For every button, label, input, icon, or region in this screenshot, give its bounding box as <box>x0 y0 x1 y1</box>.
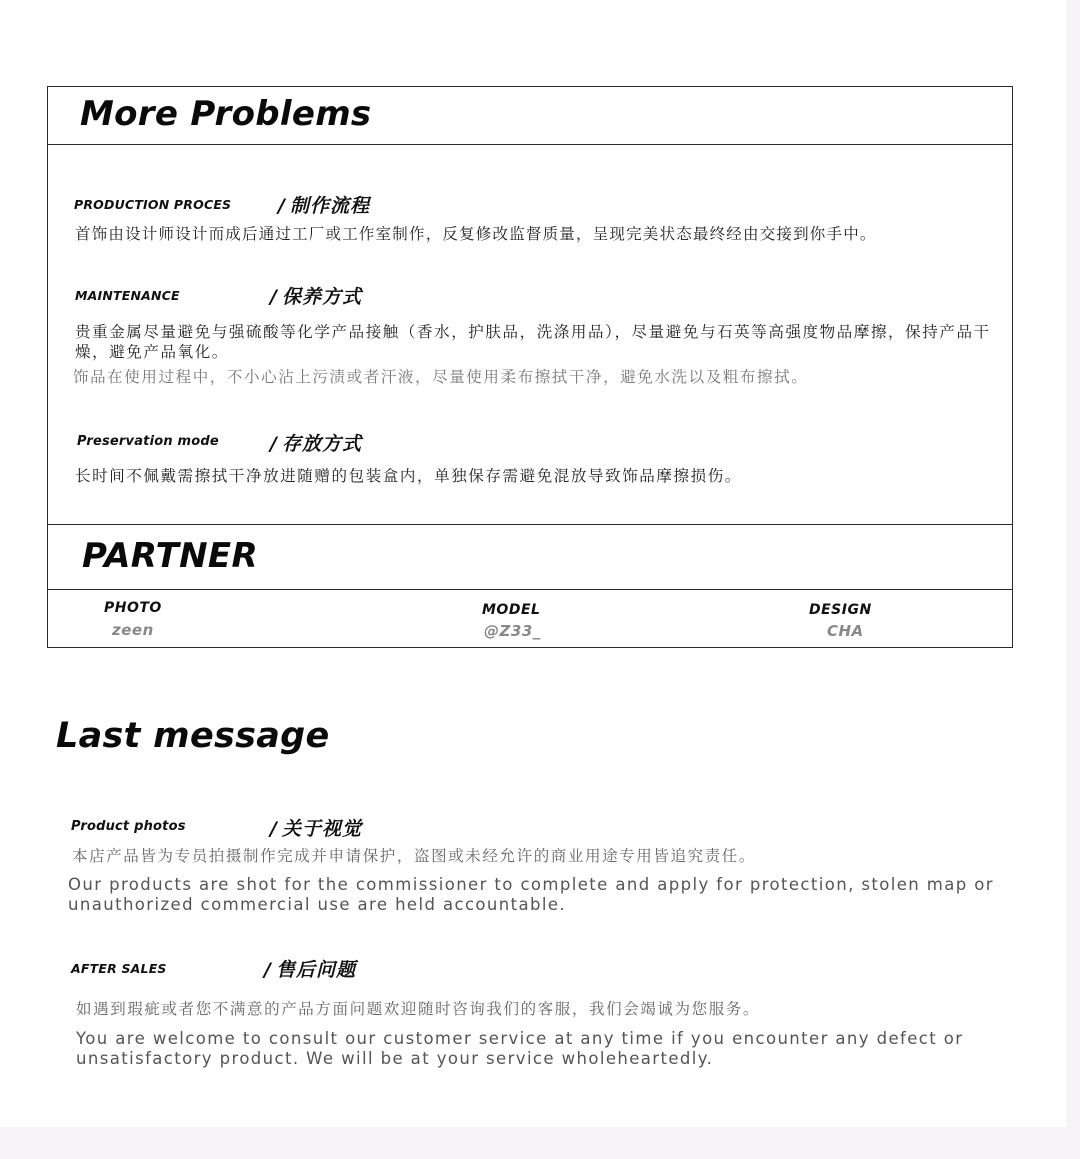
maintenance-cn-label: / 保养方式 <box>270 286 362 308</box>
maintenance-note: 饰品在使用过程中，不小心沾上污渍或者汗液，尽量使用柔布擦拭干净，避免水洗以及粗布擦拭。 <box>73 368 809 386</box>
partner-role-photo: PHOTO <box>104 600 162 616</box>
product-photos-cn-label: / 关于视觉 <box>270 818 362 840</box>
more-problems-box <box>47 86 1013 525</box>
partner-role-design: DESIGN <box>809 602 872 618</box>
after-sales-cn-text: 如遇到瑕疵或者您不满意的产品方面问题欢迎随时咨询我们的客服，我们会竭诚为您服务。 <box>76 1000 761 1018</box>
after-sales-cn-label: / 售后问题 <box>264 959 356 981</box>
production-en-label: PRODUCTION PROCES <box>74 197 232 212</box>
after-sales-en-text: You are welcome to consult our customer service at any time if you encounter any defect or unsatisfactory product. We will be at your service wholeheartedly. <box>76 1029 964 1068</box>
partner-name-photo: zeen <box>112 621 154 639</box>
divider <box>47 589 1013 590</box>
partner-role-model: MODEL <box>482 602 541 618</box>
product-photos-en-text: Our products are shot for the commissioner to complete and apply for protection, stolen map or unauthorized commercial use are held accountable. <box>68 875 994 914</box>
product-photos-cn-text: 本店产品皆为专员拍摄制作完成并申请保护，盗图或未经允许的商业用途专用皆追究责任。 <box>72 847 757 865</box>
production-text: 首饰由设计师设计而成后通过工厂或工作室制作，反复修改监督质量，呈现完美状态最终经由交接到你手中。 <box>75 225 877 243</box>
preservation-en-label: Preservation mode <box>77 434 219 449</box>
preservation-text: 长时间不佩戴需擦拭干净放进随赠的包装盒内，单独保存需避免混放导致饰品摩擦损伤。 <box>75 467 742 485</box>
product-photos-en-label: Product photos <box>71 819 186 834</box>
maintenance-en-label: MAINTENANCE <box>75 288 180 303</box>
divider <box>47 144 1013 145</box>
last-message-title: Last message <box>56 716 330 756</box>
maintenance-text: 贵重金属尽量避免与强硫酸等化学产品接触（香水，护肤品，洗涤用品），尽量避免与石英等高强度物品摩擦，保持产品干燥，避免产品氧化。 <box>75 323 991 361</box>
more-problems-title: More Problems <box>80 94 372 134</box>
right-edge-strip <box>1066 0 1080 1159</box>
after-sales-en-label: AFTER SALES <box>71 961 167 976</box>
production-cn-label: / 制作流程 <box>278 195 370 217</box>
partner-name-design: CHA <box>827 622 864 640</box>
partner-name-model: @Z33_ <box>484 622 541 640</box>
preservation-cn-label: / 存放方式 <box>270 433 362 455</box>
bottom-edge-strip <box>0 1127 1080 1159</box>
partner-title: PARTNER <box>82 536 258 576</box>
